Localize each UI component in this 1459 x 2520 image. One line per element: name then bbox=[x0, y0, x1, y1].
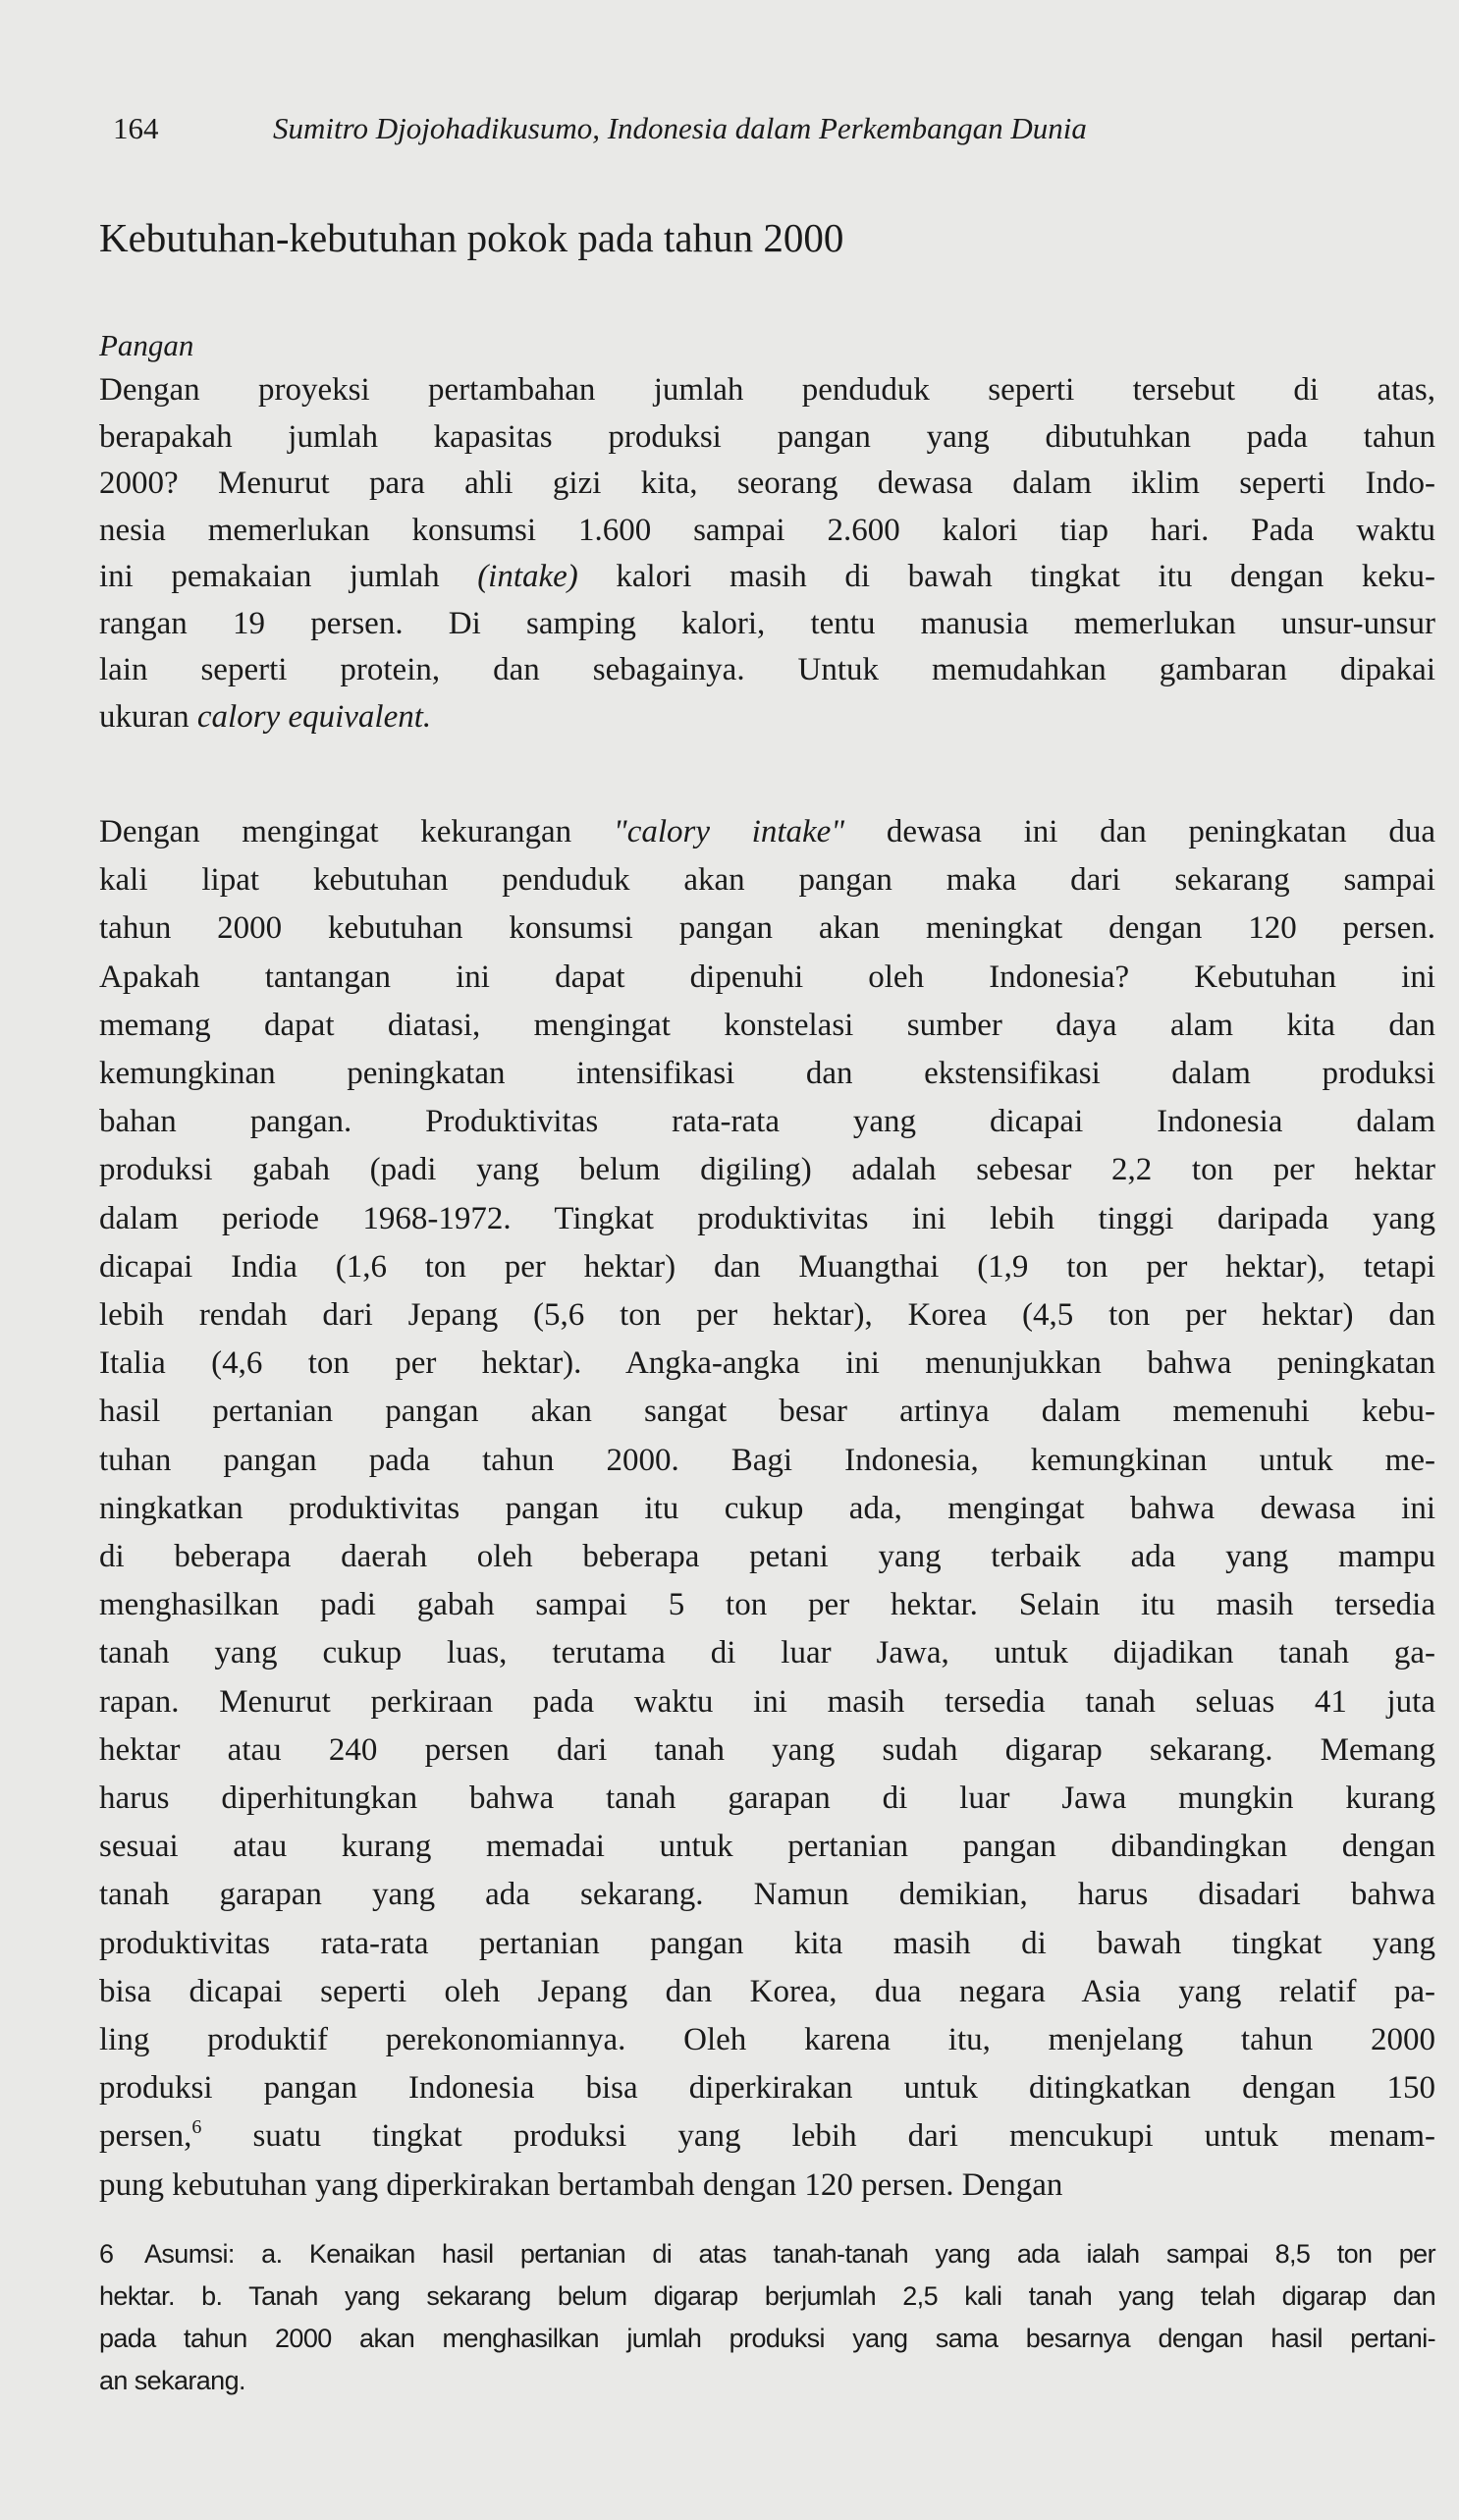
subsection-heading: Pangan bbox=[99, 328, 194, 362]
italic-term: (intake) bbox=[477, 559, 578, 594]
text-line: ningkatkan produktivitas pangan itu cukup ada, mengingat bahwa dewasa ini bbox=[99, 1490, 1435, 1526]
text-line: hasil pertanian pangan akan sangat besar artinya dalam memenuhi kebu- bbox=[99, 1394, 1435, 1430]
text-line: tanah garapan yang ada sekarang. Namun demikian, harus disadari bahwa bbox=[99, 1877, 1435, 1913]
italic-term: calory equivalent. bbox=[196, 698, 432, 735]
text-line: Dengan proyeksi pertambahan jumlah penduduk seperti tersebut di atas, bbox=[99, 372, 1435, 408]
footnote-line: an sekarang. bbox=[99, 2366, 245, 2395]
text-line: di beberapa daerah oleh beberapa petani yang terbaik ada yang mampu bbox=[99, 1539, 1435, 1575]
text-line: persen,$^6$ suatu tingkat produksi yang lebih dari mencukupi untuk menam- bbox=[99, 2116, 1435, 2155]
text-line: produktivitas rata-rata pertanian pangan kita masih di bawah tingkat yang bbox=[99, 1925, 1435, 1961]
text-line: berapakah jumlah kapasitas produksi pangan yang dibutuhkan pada tahun bbox=[99, 418, 1435, 455]
text-line: rapan. Menurut perkiraan pada waktu ini masih tersedia tanah seluas 41 juta bbox=[99, 1683, 1435, 1720]
footnote-line bbox=[99, 2233, 1435, 2275]
text-line: pung kebutuhan yang diperkirakan bertambah dengan 120 persen. Dengan bbox=[99, 2166, 1063, 2203]
text-line: hektar atau 240 persen dari tanah yang sudah digarap sekarang. Memang bbox=[99, 1731, 1435, 1768]
footnote-line: hektar. b. Tanah yang sekarang belum digarap berjumlah 2,5 kali tanah yang telah digarap dan bbox=[99, 2281, 1435, 2311]
text-line: dicapai India (1,6 ton per hektar) dan Muangthai (1,9 ton per hektar), tetapi bbox=[99, 1248, 1435, 1285]
text-line: sesuai atau kurang memadai untuk pertanian pangan dibandingkan dengan bbox=[99, 1829, 1435, 1865]
paragraph bbox=[99, 367, 1435, 740]
running-head bbox=[113, 106, 1330, 151]
footnote-line: pada tahun 2000 akan menghasilkan jumlah produksi yang sama besarnya dengan hasil pertani- bbox=[99, 2324, 1435, 2353]
text-line: Apakah tantangan ini dapat dipenuhi oleh Indonesia? Kebutuhan ini bbox=[99, 959, 1435, 995]
footnote-text: Asumsi: a. Kenaikan hasil pertanian di atas tanah-tanah yang ada ialah sampai 8,5 ton per bbox=[144, 2239, 1435, 2269]
running-title: Sumitro Djojohadikusumo, Indonesia dalam Perkembangan Dunia bbox=[273, 111, 1087, 145]
footnote-number: 6 bbox=[99, 2239, 114, 2269]
text-line: ling produktif perekonomiannya. Oleh karena itu, menjelang tahun 2000 bbox=[99, 2022, 1435, 2058]
text-line: Dengan mengingat kekurangan "calory intake" dewasa ini dan peningkatan dua bbox=[99, 814, 1435, 849]
text-line: kali lipat kebutuhan penduduk akan pangan maka dari sekarang sampai bbox=[99, 862, 1435, 899]
text-line: lain seperti protein, dan sebagainya. Untuk memudahkan gambaran dipakai bbox=[99, 652, 1435, 687]
text-line: kemungkinan peningkatan intensifikasi dan ekstensifikasi dalam produksi bbox=[99, 1056, 1435, 1092]
text-line: tanah yang cukup luas, terutama di luar Jawa, untuk dijadikan tanah ga- bbox=[99, 1635, 1435, 1671]
footnote bbox=[99, 2233, 1435, 2402]
page-number: 164 bbox=[113, 111, 159, 145]
text-line: lebih rendah dari Jepang (5,6 ton per hektar), Korea (4,5 ton per hektar) dan bbox=[99, 1297, 1435, 1334]
text-line: tuhan pangan pada tahun 2000. Bagi Indonesia, kemungkinan untuk me- bbox=[99, 1442, 1435, 1478]
text-line: tahun 2000 kebutuhan konsumsi pangan akan meningkat dengan 120 persen. bbox=[99, 910, 1435, 947]
section-title: Kebutuhan-kebutuhan pokok pada tahun 2000 bbox=[99, 215, 844, 260]
text-line: ini pemakaian jumlah (intake) kalori masih di bawah tingkat itu dengan keku- bbox=[99, 559, 1436, 594]
text-line: menghasilkan padi gabah sampai 5 ton per hektar. Selain itu masih tersedia bbox=[99, 1587, 1435, 1623]
text-line: memang dapat diatasi, mengingat konstelasi sumber daya alam kita dan bbox=[99, 1007, 1435, 1043]
text-line: bahan pangan. Produktivitas rata-rata yang dicapai Indonesia dalam bbox=[99, 1104, 1435, 1140]
text-line: produksi pangan Indonesia bisa diperkirakan untuk ditingkatkan dengan 150 bbox=[99, 2070, 1435, 2107]
text-line: 2000? Menurut para ahli gizi kita, seorang dewasa dalam iklim seperti Indo- bbox=[99, 466, 1435, 501]
text-line: produksi gabah (padi yang belum digiling) adalah sebesar 2,2 ton per hektar bbox=[99, 1152, 1435, 1188]
text-line: dalam periode 1968-1972. Tingkat produktivitas ini lebih tinggi daripada yang bbox=[99, 1200, 1435, 1236]
text-line: harus diperhitungkan bahwa tanah garapan di luar Jawa mungkin kurang bbox=[99, 1780, 1435, 1817]
italic-term: "calory intake" bbox=[613, 814, 845, 849]
text-line: rangan 19 persen. Di samping kalori, tentu manusia memerlukan unsur-unsur bbox=[99, 605, 1435, 641]
paragraph bbox=[99, 808, 1435, 2210]
text-line: nesia memerlukan konsumsi 1.600 sampai 2.600 kalori tiap hari. Pada waktu bbox=[99, 512, 1435, 548]
text-line: bisa dicapai seperti oleh Jepang dan Korea, dua negara Asia yang relatif pa- bbox=[99, 1973, 1435, 2009]
text-line: ukuran calory equivalent. bbox=[99, 698, 432, 735]
footnote-ref: 6 bbox=[191, 2116, 202, 2139]
text-line: Italia (4,6 ton per hektar). Angka-angka ini menunjukkan bahwa peningkatan bbox=[99, 1345, 1435, 1382]
